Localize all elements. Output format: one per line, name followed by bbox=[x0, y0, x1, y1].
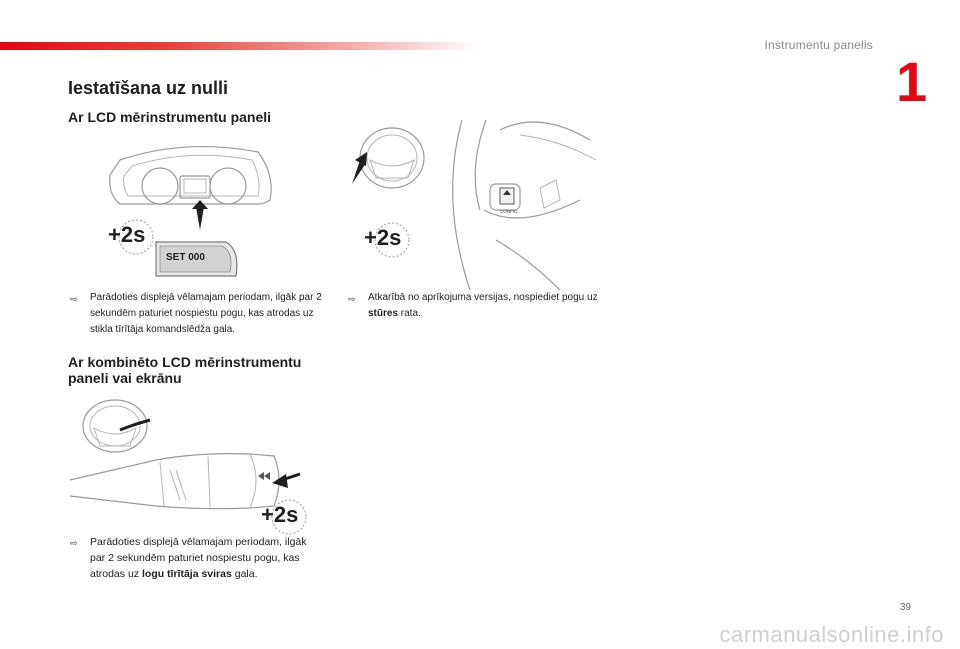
arrow-bullet-icon: ⇨ bbox=[70, 538, 78, 548]
chapter-number: 1 bbox=[896, 50, 928, 113]
chapter-title: Instrumentu panelis bbox=[764, 38, 873, 52]
section-heading-lcd: Ar LCD mērinstrumentu paneli bbox=[68, 109, 272, 125]
section-heading-combined: Ar kombinēto LCD mērinstrumentu paneli vai ekrānu bbox=[68, 354, 302, 386]
page-title: Iestatīšana uz nulli bbox=[68, 78, 229, 98]
paragraph-lcd-right: ⇨ Atkarībā no aprīkojuma versijas, nospiediet pogu uz stūres rata. bbox=[348, 292, 598, 319]
timer-badge-3: +2s bbox=[261, 499, 305, 535]
arrow-bullet-icon: ⇨ bbox=[348, 294, 356, 304]
paragraph-combined: ⇨ Parādoties displejā vēlamajam periodam, ilgāk par 2 sekundēm paturiet nospiestu pogu, kas atrodas uz logu tīrītāja sviras gala. bbox=[70, 536, 307, 580]
arrow-bullet-icon: ⇨ bbox=[70, 294, 78, 304]
watermark: carmanualsonline.info bbox=[719, 622, 944, 647]
timer-badge-1: +2s bbox=[108, 219, 150, 255]
paragraph-lcd-left: ⇨ Parādoties displejā vēlamajam periodam, ilgāk par 2 sekundēm paturiet nospiestu pogu, kas atrodas uz stikla tīrītāja komandslēdža gala. bbox=[70, 292, 322, 335]
set-button-label: SET 000 bbox=[166, 252, 205, 263]
timer-badge-2: +2s bbox=[364, 222, 408, 258]
page-number: 39 bbox=[899, 602, 911, 613]
config-label: CONFIG bbox=[500, 209, 518, 214]
